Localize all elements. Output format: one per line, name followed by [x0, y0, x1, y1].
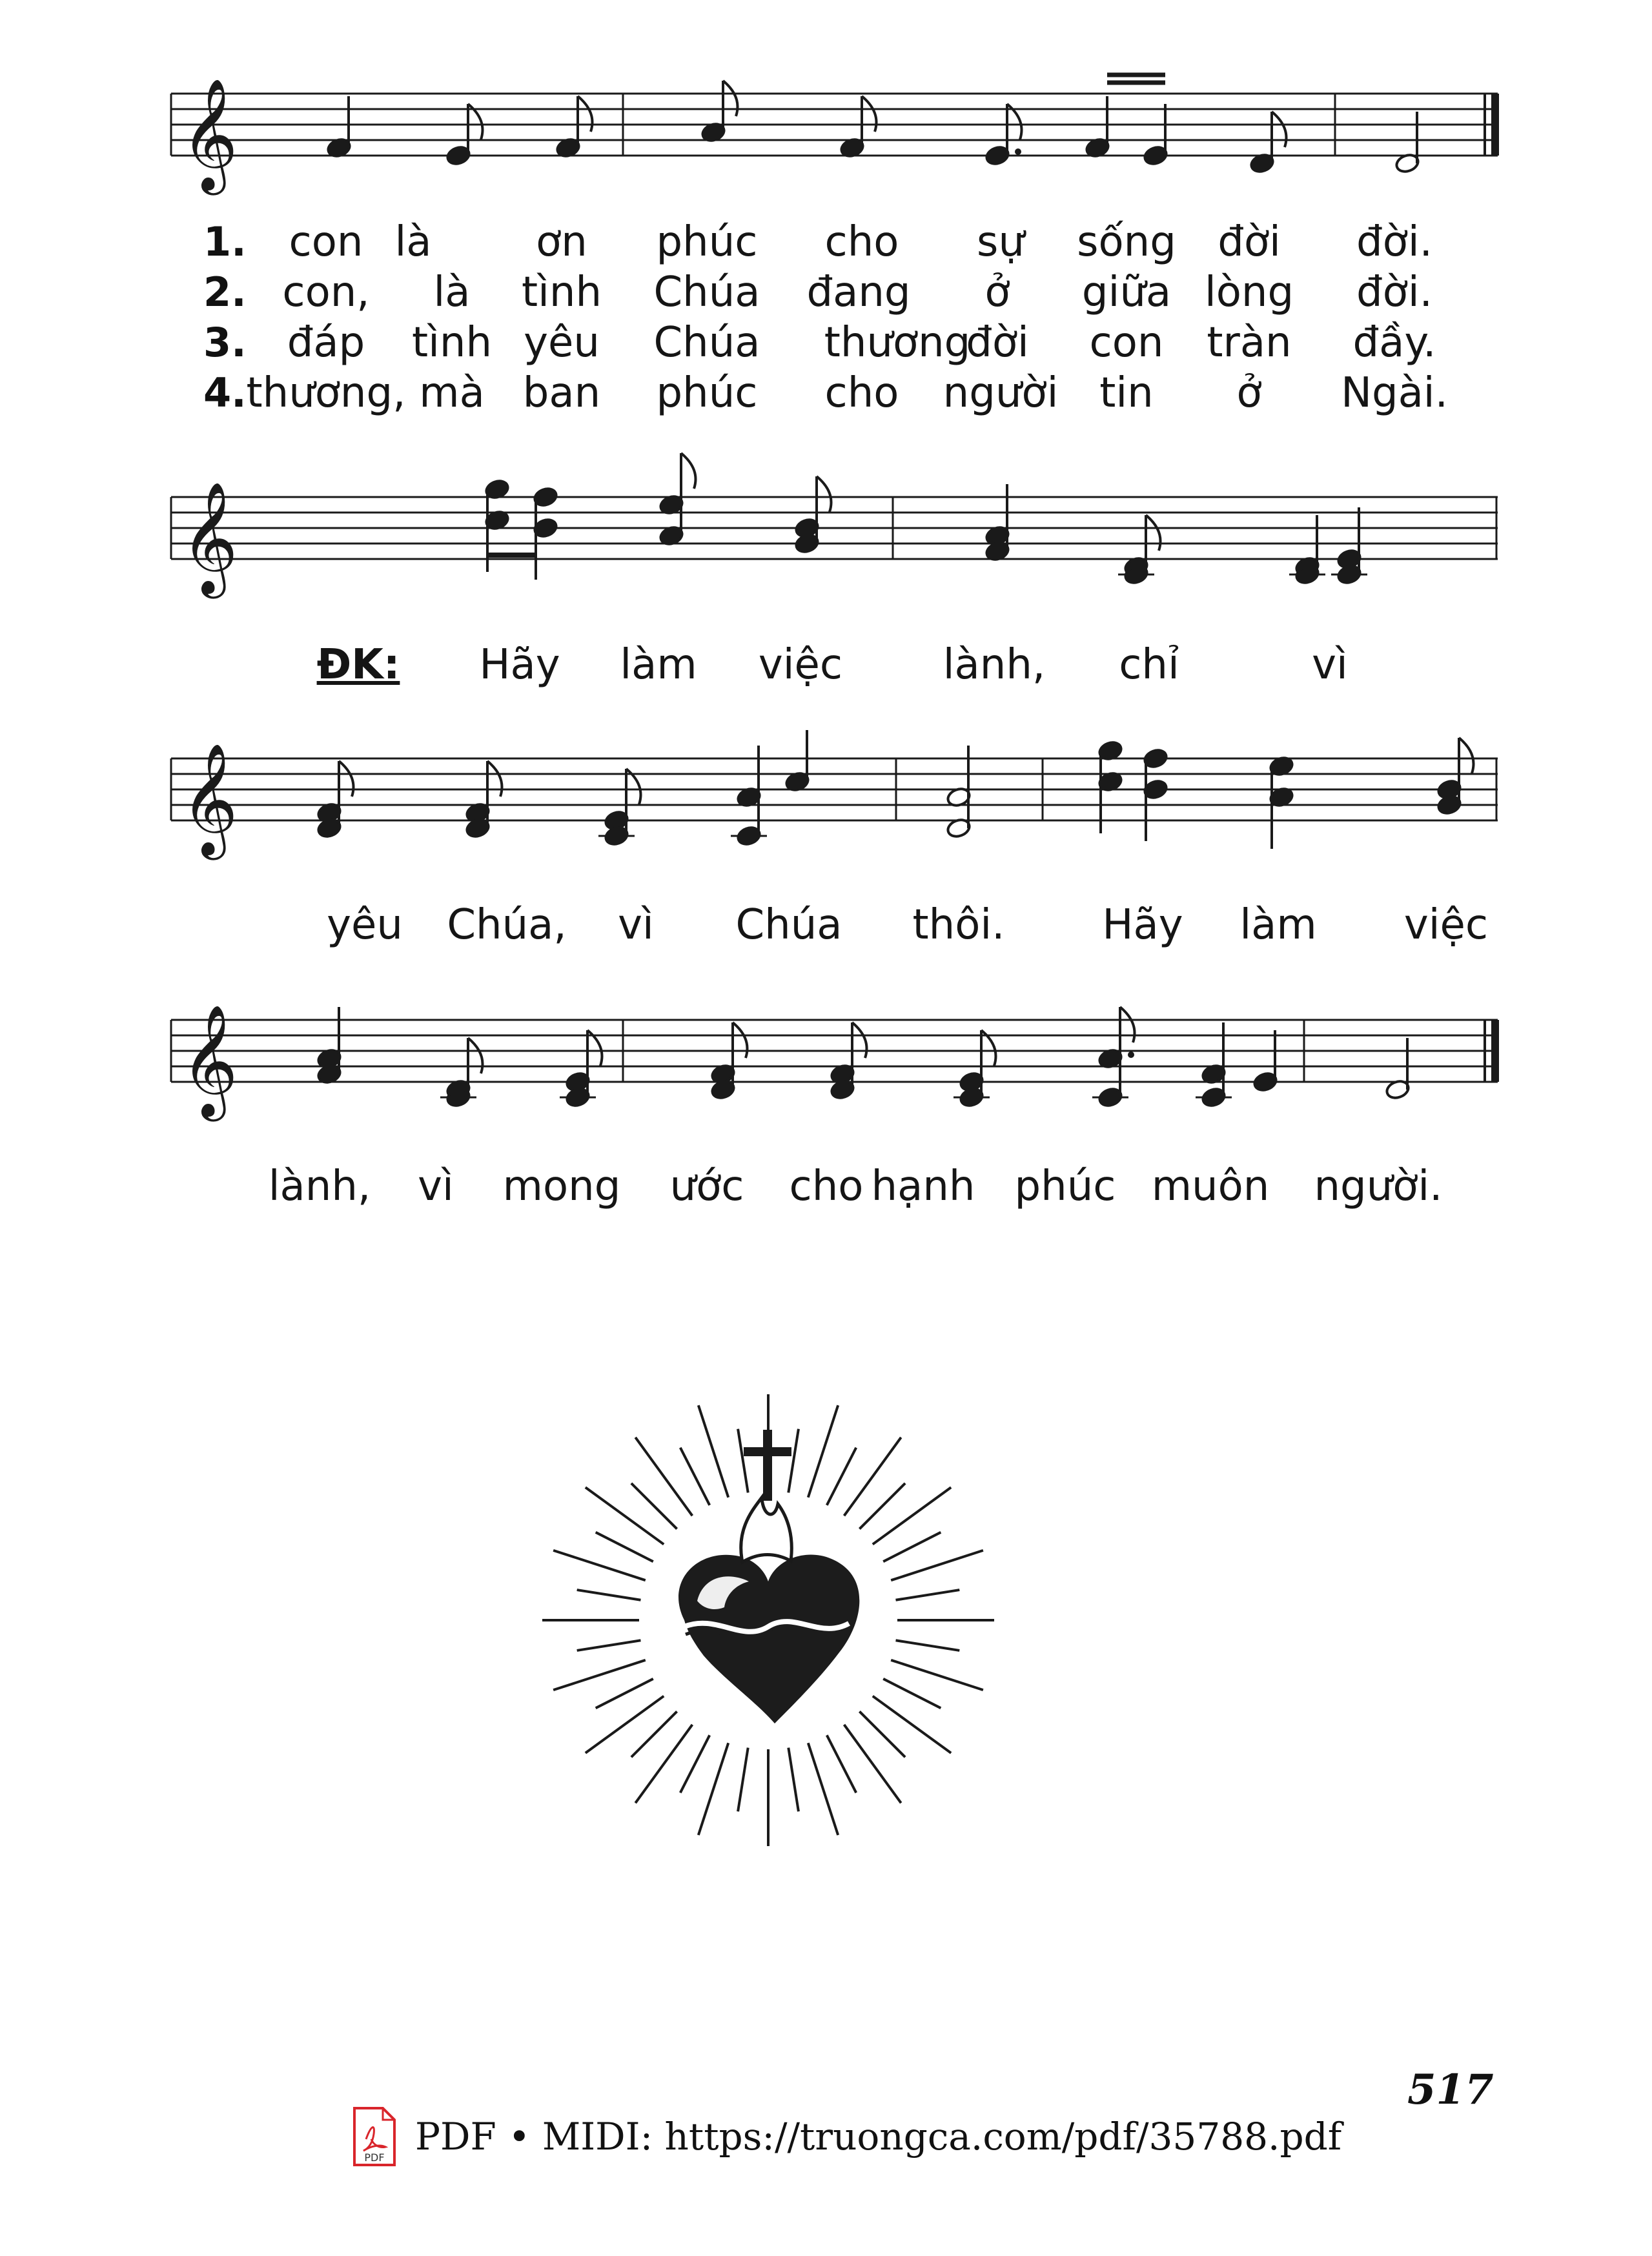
note — [1289, 515, 1325, 585]
note — [830, 1022, 867, 1101]
lyric-syllable: phúc — [656, 218, 758, 266]
lyric-syllable: muôn — [1151, 1163, 1270, 1210]
note — [445, 104, 483, 167]
music-staff — [171, 743, 1498, 860]
lyric-syllable: ban — [522, 369, 601, 417]
note — [484, 478, 510, 572]
footer-link[interactable] — [352, 2101, 1341, 2172]
lyric-syllable: mà — [419, 369, 485, 417]
verse-2-lyrics — [0, 263, 1652, 321]
lyric-syllable: Chúa, — [447, 901, 567, 949]
note — [465, 761, 502, 839]
verse-number: 4. — [203, 369, 247, 416]
lyric-syllable: lòng — [1204, 269, 1294, 316]
lyric-syllable: thôi. — [912, 901, 1005, 949]
note — [1097, 740, 1123, 833]
lyric-syllable: mong — [502, 1163, 621, 1210]
lyric-syllable: ơn — [536, 218, 587, 266]
note — [710, 1022, 748, 1101]
lyric-syllable: làm — [620, 641, 697, 689]
note — [1269, 755, 1294, 849]
lyric-syllable: tình — [522, 269, 602, 316]
verse-3-lyrics — [0, 314, 1652, 372]
lyric-syllable: lành, — [268, 1163, 371, 1210]
treble-clef-icon: 𝄞 — [181, 1004, 238, 1117]
note — [700, 81, 738, 143]
lyric-syllable: đời. — [1356, 218, 1433, 266]
lyric-syllable: yêu — [327, 901, 403, 949]
note — [658, 453, 696, 547]
note — [1385, 1038, 1411, 1101]
footer-text[interactable]: PDF • MIDI: https://truongca.com/pdf/35788.pdf — [415, 2115, 1342, 2159]
note — [1394, 112, 1420, 174]
lyric-syllable: việc — [1403, 901, 1489, 949]
note — [1118, 515, 1161, 585]
lyric-syllable: Ngài. — [1341, 369, 1448, 417]
verse-4-lyrics — [0, 364, 1652, 422]
lyric-syllable: giữa — [1081, 269, 1172, 316]
lyric-syllable: tràn — [1207, 319, 1292, 367]
refrain-line-2 — [0, 896, 1652, 954]
lyric-syllable: đời — [1218, 218, 1281, 266]
note — [839, 96, 877, 159]
lyric-syllable: tin — [1099, 369, 1154, 417]
lyric-syllable: Chúa — [653, 269, 760, 316]
note — [1092, 1007, 1135, 1108]
lyric-syllable: đầy. — [1352, 319, 1436, 367]
lyric-syllable: người — [943, 369, 1059, 417]
note — [1249, 112, 1287, 174]
verse-1-lyrics — [0, 213, 1652, 271]
note — [560, 1030, 602, 1108]
note — [946, 746, 972, 839]
lyric-syllable: cho — [824, 218, 899, 266]
note — [1143, 747, 1168, 841]
final-barline — [1491, 94, 1499, 156]
lyric-syllable: con — [1089, 319, 1164, 367]
note — [731, 746, 767, 847]
note — [533, 486, 558, 580]
note — [326, 96, 352, 159]
note — [1143, 104, 1168, 167]
lyric-syllable: ở — [1236, 369, 1262, 417]
refrain-line-3 — [0, 1157, 1652, 1215]
note — [316, 1007, 342, 1085]
lyric-syllable: lành, — [943, 641, 1046, 689]
lyric-syllable: sống — [1077, 218, 1176, 266]
note — [1085, 96, 1110, 159]
treble-clef-icon: 𝄞 — [181, 743, 238, 855]
note — [440, 1038, 483, 1108]
lyric-syllable: con, — [282, 269, 370, 316]
lyric-syllable: cho — [789, 1163, 864, 1210]
verse-number: 3. — [203, 319, 247, 366]
lyric-syllable: thương — [824, 319, 971, 367]
refrain-line-1 — [0, 636, 1652, 694]
note — [784, 730, 810, 793]
lyric-syllable: yêu — [524, 319, 600, 367]
note — [598, 769, 641, 847]
lyric-syllable: sự — [977, 218, 1025, 266]
lyric-syllable: tình — [412, 319, 492, 367]
note — [984, 104, 1022, 167]
verse-number: 1. — [203, 218, 247, 265]
lyric-syllable: đời — [966, 319, 1029, 367]
lyric-syllable: người. — [1314, 1163, 1443, 1210]
lyric-syllable: ở — [984, 269, 1010, 316]
refrain-label: ĐK: — [316, 641, 400, 689]
verse-number: 2. — [203, 269, 247, 316]
lyric-syllable: là — [394, 218, 432, 266]
sacred-heart-icon — [536, 1388, 1001, 1853]
lyric-syllable: việc — [758, 641, 843, 689]
music-staff — [171, 78, 1498, 196]
treble-clef-icon: 𝄞 — [181, 482, 238, 594]
note — [984, 484, 1010, 562]
note — [1331, 507, 1367, 585]
lyric-syllable: chỉ — [1119, 641, 1179, 689]
lyric-syllable: ước — [669, 1163, 744, 1210]
lyric-syllable: cho — [824, 369, 899, 417]
note — [953, 1030, 996, 1108]
note — [555, 96, 593, 159]
lyric-syllable: Hãy — [479, 641, 560, 689]
music-staff — [171, 1004, 1498, 1122]
lyric-syllable: đời. — [1356, 269, 1433, 316]
lyric-syllable: con — [289, 218, 363, 266]
lyric-syllable: là — [433, 269, 471, 316]
note — [316, 761, 354, 839]
lyric-syllable: Chúa — [735, 901, 842, 949]
page-number: 517 — [1407, 2066, 1494, 2114]
lyric-syllable: hạnh — [871, 1163, 975, 1210]
lyric-syllable: vì — [618, 901, 654, 949]
lyric-syllable: vì — [418, 1163, 454, 1210]
treble-clef-icon: 𝄞 — [181, 78, 238, 190]
lyric-syllable: vì — [1312, 641, 1348, 689]
lyric-syllable: thương, — [246, 369, 406, 417]
lyric-syllable: Chúa — [653, 319, 760, 367]
lyric-syllable: phúc — [656, 369, 758, 417]
lyric-syllable: làm — [1239, 901, 1317, 949]
final-barline — [1491, 1020, 1499, 1082]
lyric-syllable: đáp — [287, 319, 365, 367]
pdf-icon-label: PDF — [364, 2151, 385, 2164]
lyric-syllable: đang — [806, 269, 911, 316]
note — [1252, 1030, 1278, 1093]
lyric-syllable: Hãy — [1102, 901, 1183, 949]
pdf-file-icon — [352, 2106, 397, 2168]
lyric-syllable: phúc — [1014, 1163, 1116, 1210]
